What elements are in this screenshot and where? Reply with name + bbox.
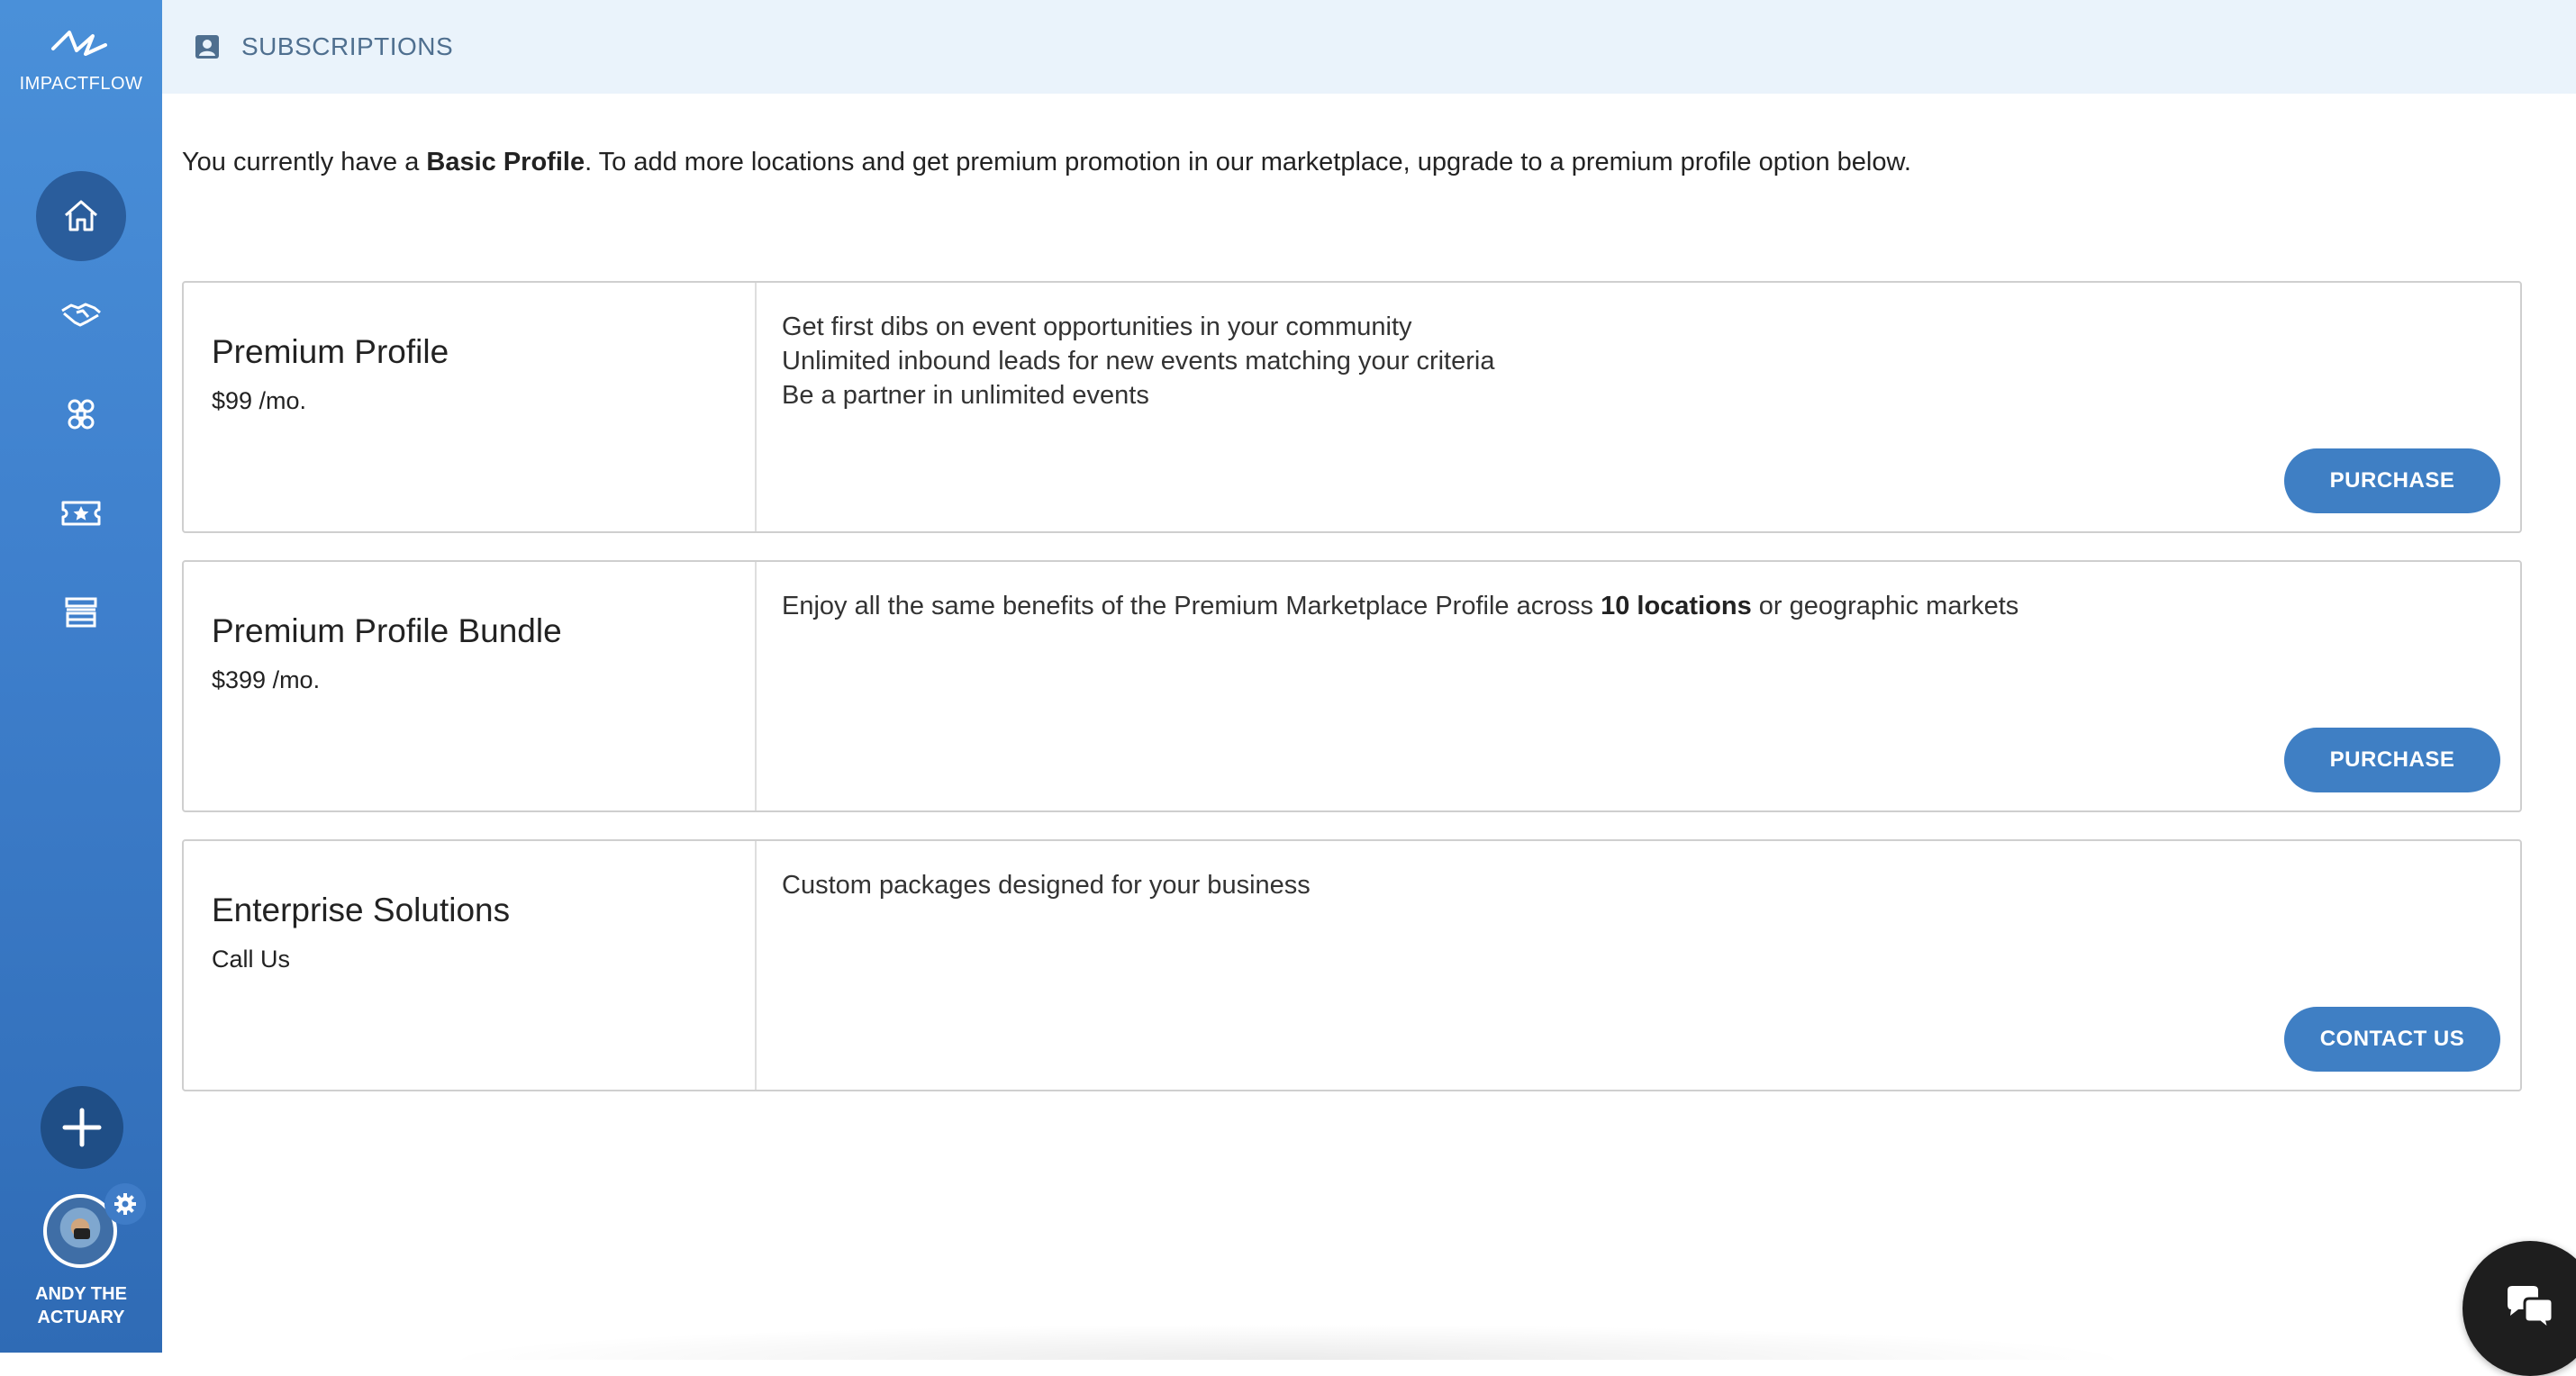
subscription-intro: [182, 148, 2524, 177]
plan-name: Premium Profile Bundle: [212, 612, 562, 649]
home-icon: [59, 194, 104, 239]
add-button[interactable]: [41, 1086, 123, 1169]
feature-suffix: or geographic markets: [1751, 592, 2019, 620]
plan-card-premium-profile: [182, 281, 2522, 533]
feature-item: Unlimited inbound leads for new events matching your criteria: [782, 347, 1495, 376]
plan-card-enterprise: [182, 839, 2522, 1091]
sidebar-item-home[interactable]: [36, 171, 126, 261]
purchase-button[interactable]: PURCHASE: [2284, 448, 2500, 513]
chat-bubbles-icon: [2502, 1283, 2558, 1334]
sidebar-item-network[interactable]: [36, 369, 126, 459]
user-name-line1: ANDY THE: [35, 1284, 127, 1304]
star-ticket-icon: [59, 491, 104, 536]
chat-button[interactable]: [2463, 1241, 2576, 1376]
logo-text: IMPACTFLOW: [19, 74, 143, 94]
plan-price: $399 /mo.: [212, 666, 321, 693]
feature-item: [782, 589, 2475, 623]
feature-prefix: Enjoy all the same benefits of the Premium Marketplace Profile across: [782, 592, 1601, 620]
sidebar: [0, 0, 162, 1353]
plus-icon: [61, 1107, 103, 1148]
feature-item: Be a partner in unlimited events: [782, 381, 1149, 410]
plan-summary: [184, 283, 757, 531]
plan-price: Call Us: [212, 946, 291, 973]
sidebar-item-events[interactable]: [36, 468, 126, 558]
plan-summary: [184, 841, 757, 1090]
user-name-line2: ACTUARY: [37, 1308, 125, 1327]
network-icon: [59, 392, 104, 437]
plan-card-premium-bundle: [182, 560, 2522, 812]
app-logo[interactable]: [0, 18, 162, 108]
page-title: SUBSCRIPTIONS: [241, 32, 454, 60]
intro-prefix: You currently have a: [182, 148, 427, 177]
plan-features: [782, 589, 2475, 623]
plan-summary: [184, 562, 757, 810]
plan-name: Premium Profile: [212, 333, 449, 370]
plan-name: Enterprise Solutions: [212, 892, 511, 928]
user-name[interactable]: [0, 1282, 162, 1329]
plan-price: $99 /mo.: [212, 387, 307, 414]
page-header: [162, 0, 2576, 94]
plan-features: [782, 868, 2475, 902]
contact-us-button[interactable]: CONTACT US: [2284, 1007, 2500, 1072]
storefront-icon: [59, 590, 104, 635]
plan-features: [782, 310, 2475, 412]
gear-icon: [113, 1191, 138, 1217]
footer-shadow: [432, 1324, 2144, 1360]
current-plan: Basic Profile: [426, 148, 585, 177]
intro-suffix: . To add more locations and get premium promotion in our marketplace, upgrade to a premium profile option below.: [585, 148, 1911, 177]
handshake-icon: [59, 293, 104, 338]
sidebar-item-marketplace[interactable]: [36, 567, 126, 657]
impactflow-logo-icon: [50, 23, 113, 68]
purchase-button[interactable]: PURCHASE: [2284, 728, 2500, 792]
user-avatar-container[interactable]: [43, 1194, 124, 1275]
sidebar-item-partnerships[interactable]: [36, 270, 126, 360]
feature-highlight: 10 locations: [1601, 592, 1752, 620]
feature-item: Get first dibs on event opportunities in your community: [782, 312, 1412, 341]
feature-item: Custom packages designed for your business: [782, 871, 1311, 900]
profile-card-icon: [193, 32, 222, 61]
settings-button[interactable]: [104, 1183, 146, 1225]
